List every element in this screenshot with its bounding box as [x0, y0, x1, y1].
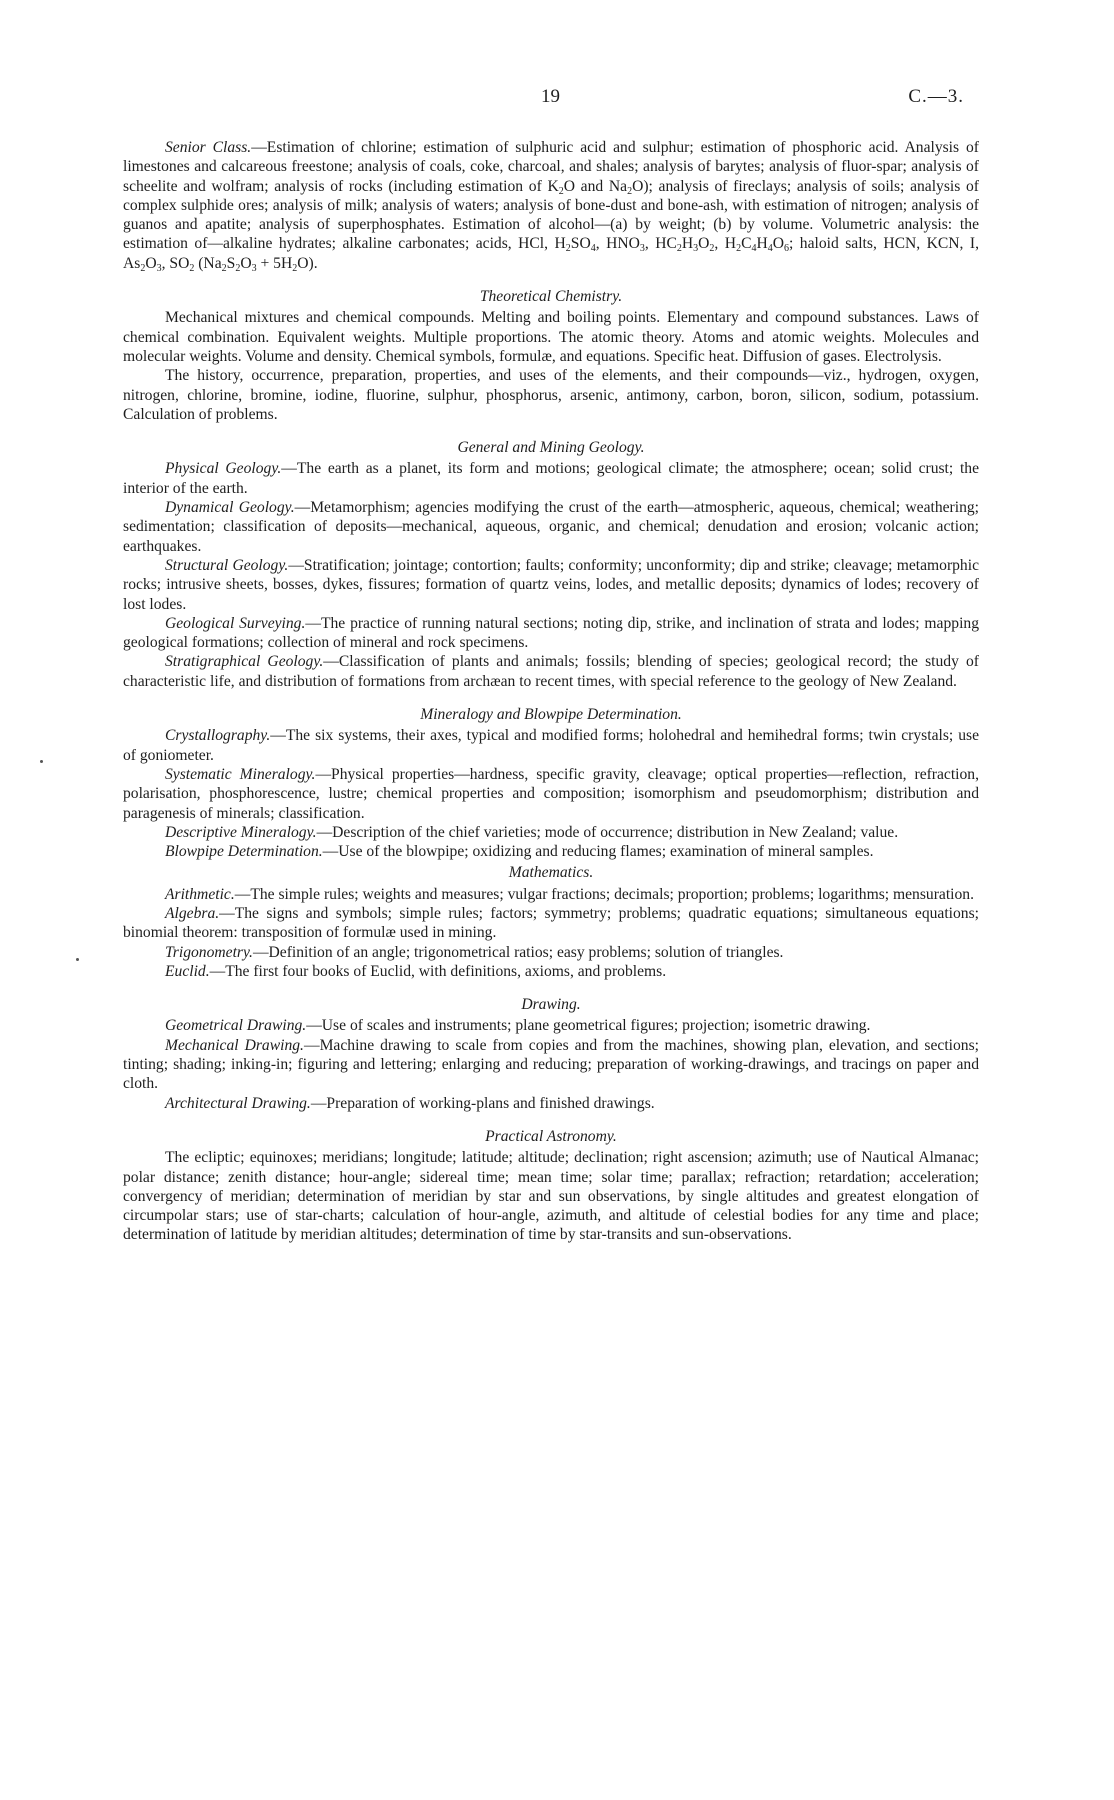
item-lead: Physical Geology.: [165, 460, 282, 478]
item-text: —The earth as a planet, its form and motions; geological climate; the atmosphere; ocean; solid crust; the interior of the earth.: [123, 460, 979, 497]
senior-class-lead: Senior Class.: [165, 139, 252, 156]
section-heading-geology: General and Mining Geology.: [457, 439, 645, 457]
formula-part: O: [698, 235, 710, 253]
formula-part: K: [547, 177, 559, 195]
item-lead: Trigonometry.: [165, 943, 253, 961]
formula-part: O).: [297, 254, 318, 272]
item-lead: Dynamical Geology.: [165, 499, 295, 517]
geology-item: [123, 498, 979, 556]
formula-sub: 3: [639, 243, 645, 255]
formula-sub: 2: [736, 243, 742, 255]
theoretical-paragraph-1: Mechanical mixtures and chemical compounds. Melting and boiling points. Elementary and compound substances. Laws of chemical combination. Equivalent weights. Multiple proportions. The atomic theory. Atoms and atomic weights. Molecules and molecular weights. Volume and density. Chemical symbols, formulæ, and equations. Specific heat. Diffusion of gases. Electrolysis.: [123, 309, 979, 365]
senior-class-text-2: ; analysis of fireclays; analysis of soils; analysis of complex sulphide ores; analysis of milk; analysis of waters; analysis of bone-dust and bone-ash, with estimation of nitrogen; analysis of guanos and apatite; analysis of superphosphates. Estimation of alcohol—(a) by weight; (b) by volume. Volumetric analysis: the estimation of—alkaline hydrates; alkaline carbonates; acids, HCl,: [123, 177, 979, 253]
item-lead: Geological Surveying.: [165, 614, 306, 632]
mineralogy-item: [123, 726, 979, 765]
item-text: —Use of the blowpipe; oxidizing and reducing flames; examination of mineral samples.: [322, 843, 874, 861]
mineralogy-item: [123, 823, 979, 842]
formula-sub: 2: [189, 262, 195, 274]
geology-item: [123, 459, 979, 498]
item-text: —The practice of running natural sections; noting dip, strike, and inclination of strata and lodes; mapping geological formations; collection of mineral and rock specimens.: [123, 614, 979, 652]
section-heading-mathematics: Mathematics.: [508, 864, 594, 882]
document-body: [123, 138, 979, 1245]
mathematics-item: [123, 962, 979, 981]
item-text: —Definition of an angle; trigonometrical ratios; easy problems; solution of triangles.: [252, 943, 784, 961]
formula-part: H: [681, 235, 694, 253]
page-number: 19: [541, 86, 560, 107]
item-text: —The first four books of Euclid, with definitions, axioms, and problems.: [209, 962, 667, 980]
formula-sub: 2: [292, 262, 298, 274]
mineralogy-item: [123, 765, 979, 823]
item-text: —Stratification; jointage; contortion; faults; conformity; unconformity; dip and strike; cleavage; metamorphic rocks; intrusive sheets, bosses, dykes, fissures; formation of quartz veins, lodes, and metallic deposits; dynamics of lodes; recovery of lost lodes.: [123, 556, 979, 613]
geology-item: [123, 652, 979, 691]
theoretical-paragraph-2: The history, occurrence, preparation, properties, and uses of the elements, and their compounds—viz., hydrogen, oxygen, nitrogen, chlorine, bromine, iodine, fluorine, sulphur, phosphorus, arsenic, antimony, carbon, boron, silicon, sodium, potassium. Calculation of problems.: [123, 367, 979, 423]
formula-sub: 2: [676, 243, 682, 255]
section-heading-astronomy: Practical Astronomy.: [485, 1127, 617, 1145]
formula-part: , HNO: [595, 235, 640, 253]
item-lead: Blowpipe Determination.: [165, 843, 323, 861]
formula-part: C: [741, 235, 752, 253]
item-lead: Stratigraphical Geology.: [165, 653, 324, 671]
formula-part: ,: [714, 235, 725, 253]
formula-part: SO: [570, 235, 591, 253]
item-lead: Crystallography.: [165, 727, 271, 745]
page-header: [0, 86, 1114, 110]
drawing-item: [123, 1016, 979, 1035]
mathematics-item: [123, 943, 979, 962]
drawing-item: [123, 1036, 979, 1094]
formula-sub: 4: [590, 243, 596, 255]
item-text: —Classification of plants and animals; fossils; blending of species; geological record; the study of characteristic life, and distribution of formations from archæan to recent times, with special reference to the geology of New Zealand.: [123, 653, 979, 690]
mathematics-item: [123, 885, 979, 904]
formula-sub: 2: [221, 262, 227, 274]
item-lead: Architectural Drawing.: [165, 1094, 311, 1112]
item-lead: Geometrical Drawing.: [165, 1017, 307, 1035]
mineralogy-item: [123, 842, 979, 861]
item-text: —Description of the chief varieties; mode of occurrence; distribution in New Zealand; value.: [316, 823, 899, 841]
item-lead: Descriptive Mineralogy.: [165, 823, 317, 841]
item-text: —Use of scales and instruments; plane geometrical figures; projection; isometric drawing.: [306, 1017, 871, 1035]
item-lead: Structural Geology.: [165, 556, 289, 574]
formula-sub: 2: [558, 185, 564, 197]
formula-sub: 2: [140, 262, 146, 274]
formula-part: ; haloid salts, HCN, KCN, I, As: [123, 235, 979, 272]
margin-mark: [40, 760, 43, 763]
item-text: —Machine drawing to scale from copies and from the machines, showing plan, elevation, and sections; tinting; shading; inking-in; figuring and lettering; enlarging and reducing; preparation of working-drawings, and tracings on paper and cloth.: [123, 1036, 980, 1093]
item-text: —Metamorphism; agencies modifying the crust of the earth—atmospheric, aqueous, chemical; weathering; sedimentation; classification of deposits—mechanical, aqueous, organic, and chemical; denudation and erosion; volcanic action; earthquakes.: [123, 499, 979, 555]
item-text: —The signs and symbols; simple rules; factors; symmetry; problems; quadratic equations; simultaneous equations; binomial theorem: transposition of formulæ used in mining.: [123, 904, 979, 942]
item-text: —Preparation of working-plans and finished drawings.: [310, 1094, 655, 1112]
geology-item: [123, 614, 979, 653]
section-heading-mineralogy: Mineralogy and Blowpipe Determination.: [420, 706, 682, 724]
formula-part: O and Na: [563, 177, 628, 195]
item-text: —The simple rules; weights and measures; vulgar fractions; decimals; proportion; problems; logarithms; mensuration.: [234, 885, 974, 903]
formula-sub: 3: [251, 262, 257, 274]
formula-part: S: [226, 254, 236, 272]
mathematics-item: [123, 904, 979, 943]
formula-sub: 4: [751, 243, 757, 255]
formula-sub: 2: [627, 185, 633, 197]
geology-item: [123, 556, 979, 614]
formula-part: (Na: [194, 254, 222, 272]
formula-part: O: [240, 254, 252, 272]
formula-sub: 2: [235, 262, 241, 274]
margin-mark: [76, 958, 79, 961]
formula-part: H: [554, 235, 566, 253]
formula-part: H: [724, 235, 737, 253]
formula-part: O: [772, 235, 784, 253]
senior-class-text: —Estimation of chlorine; estimation of sulphuric acid and sulphur; estimation of phosphoric acid. Analysis of limestones and calcareous freestone; analysis of coals, coke, charcoal, and shales; analysis of barytes; analysis of fluor-spar; analysis of scheelite and wolfram; analysis of rocks (including estimation of: [123, 139, 979, 195]
item-lead: Mechanical Drawing.: [165, 1036, 304, 1054]
formula-part: , HC: [644, 235, 677, 253]
item-lead: Algebra.: [165, 904, 220, 922]
formula-sub: 2: [565, 243, 571, 255]
section-heading-drawing: Drawing.: [521, 996, 581, 1014]
formula-part: O: [145, 254, 157, 272]
formula-part: O): [632, 177, 649, 195]
formula-sub: 6: [784, 243, 789, 255]
senior-class-paragraph: [123, 138, 979, 273]
item-lead: Systematic Mineralogy.: [165, 765, 316, 783]
formula-sub: 3: [156, 262, 162, 274]
formula-part: + 5H: [256, 254, 293, 272]
item-text: —The six systems, their axes, typical and modified forms; holohedral and hemihedral forms; twin crystals; use of goniometer.: [123, 727, 979, 764]
formula-part: , SO: [161, 254, 190, 272]
formula-sub: 2: [709, 243, 715, 255]
item-lead: Arithmetic.: [165, 885, 235, 903]
formula-part: H: [756, 235, 768, 253]
section-heading-theoretical-chemistry: Theoretical Chemistry.: [479, 288, 623, 306]
document-code: C.—3.: [908, 86, 964, 107]
formula-sub: 4: [767, 243, 773, 255]
drawing-item: [123, 1094, 979, 1113]
formula-sub: 3: [693, 243, 699, 255]
item-lead: Euclid.: [165, 962, 210, 980]
astronomy-paragraph: The ecliptic; equinoxes; meridians; longitude; latitude; altitude; declination; right ascension; azimuth; use of Nautical Almanac; polar distance; zenith distance; hour-angle; sidereal time; mean time; solar time; parallax; refraction; retardation; acceleration; convergency of meridian; determination of meridian by star and sun observations, by single altitudes and greatest elongation of circumpolar stars; use of star-charts; calculation of hour-angle, azimuth, and altitude of celestial bodies for any time and place; determination of latitude by meridian altitudes; determination of time by star-transits and sun-observations.: [123, 1149, 979, 1244]
item-text: —Physical properties—hardness, specific gravity, cleavage; optical properties—reflection, refraction, polarisation, phosphorescence, lustre; chemical properties and composition; isomorphism and pseudomorphism; distribution and paragenesis of minerals; classification.: [123, 765, 980, 822]
